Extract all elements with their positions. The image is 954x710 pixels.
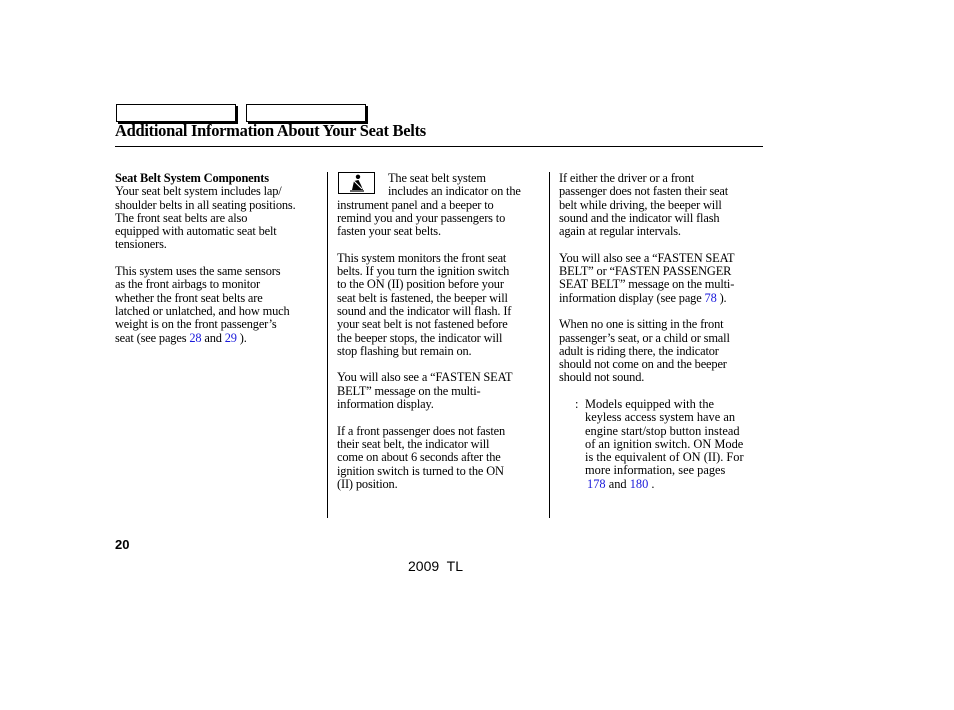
text-line: shoulder belts in all seating positions. xyxy=(115,197,296,212)
text-line: belts. If you turn the ignition switch xyxy=(337,264,510,279)
text-line: The seat belt system xyxy=(388,171,486,185)
title-divider xyxy=(115,146,763,147)
text-line: equipped with automatic seat belt xyxy=(115,224,277,239)
text-line: includes an indicator on the xyxy=(388,184,521,199)
text-line: as the front airbags to monitor xyxy=(115,277,261,292)
text-line: should not sound. xyxy=(559,370,645,385)
text-line: adult is riding there, the indicator xyxy=(559,343,719,358)
text-line: Models equipped with the xyxy=(585,397,715,411)
text-line: latched or unlatched, and how much xyxy=(115,303,290,318)
text-line: Your seat belt system includes lap/ xyxy=(115,184,282,199)
text-line: SEAT BELT” message on the multi- xyxy=(559,277,735,292)
column-3 xyxy=(559,172,763,398)
text-line: belt while driving, the beeper will xyxy=(559,197,722,212)
footnote xyxy=(575,398,744,491)
section-heading: Seat Belt System Components xyxy=(115,171,269,185)
text-line: tensioners. xyxy=(115,237,167,252)
text-line: If a front passenger does not fasten xyxy=(337,423,506,438)
nav-button-1[interactable] xyxy=(116,104,236,122)
page-link-180[interactable]: 180 xyxy=(629,476,649,491)
page-title: Additional Information About Your Seat Belts xyxy=(115,121,426,140)
text-line: their seat belt, the indicator will xyxy=(337,436,490,451)
footnote-marker: : xyxy=(575,397,579,411)
text-line: The front seat belts are also xyxy=(115,210,248,225)
text-line: come on about 6 seconds after the xyxy=(337,450,501,465)
text-line: You will also see a “FASTEN SEAT xyxy=(559,250,735,265)
column-2 xyxy=(337,172,543,504)
text-line: If either the driver or a front xyxy=(559,171,695,185)
page-link-28[interactable]: 28 xyxy=(189,330,202,345)
text-line: This system monitors the front seat xyxy=(337,250,507,265)
text-fragment: . xyxy=(648,476,655,491)
footer-model: 2009 TL xyxy=(408,558,464,574)
text-line: weight is on the front passenger’s xyxy=(115,317,277,332)
page-link-78[interactable]: 78 xyxy=(704,290,717,305)
text-line: remind you and your passengers to xyxy=(337,210,506,225)
text-fragment: ). xyxy=(716,290,727,305)
text-line xyxy=(115,332,323,345)
text-line: BELT” or “FASTEN PASSENGER xyxy=(559,264,732,279)
text-line: fasten your seat belts. xyxy=(337,224,441,239)
text-line: passenger’s seat, or a child or small xyxy=(559,330,730,345)
text-line: of an ignition switch. ON Mode xyxy=(585,436,744,451)
text-line: again at regular intervals. xyxy=(559,224,681,239)
text-line: stop flashing but remain on. xyxy=(337,343,472,358)
text-line xyxy=(559,292,763,305)
text-line: engine start/stop button instead xyxy=(585,423,740,438)
column-divider-2 xyxy=(549,172,550,518)
text-line: to the ON (II) position before your xyxy=(337,277,504,292)
page-link-178[interactable]: 178 xyxy=(587,476,606,491)
page-link-29[interactable]: 29 xyxy=(224,330,237,345)
column-1 xyxy=(115,172,323,358)
text-line: keyless access system have an xyxy=(585,410,736,425)
text-line: When no one is sitting in the front xyxy=(559,317,724,332)
text-line: whether the front seat belts are xyxy=(115,290,263,305)
text-line: more information, see pages xyxy=(585,463,726,478)
text-line: your seat belt is not fastened before xyxy=(337,317,508,332)
text-line: should not come on and the beeper xyxy=(559,357,727,372)
text-line: sound and the indicator will flash xyxy=(559,210,720,225)
page-number: 20 xyxy=(115,537,130,552)
text-fragment: and xyxy=(605,476,630,491)
text-line: This system uses the same sensors xyxy=(115,264,281,279)
nav-button-2[interactable] xyxy=(246,104,366,122)
text-line: the beeper stops, the indicator will xyxy=(337,330,503,345)
text-fragment: seat (see pages xyxy=(115,330,190,345)
text-line: sound and the indicator will flash. If xyxy=(337,303,512,318)
text-fragment: and xyxy=(201,330,225,345)
text-line: instrument panel and a beeper to xyxy=(337,197,494,212)
text-line xyxy=(585,478,744,491)
column-divider-1 xyxy=(327,172,328,518)
text-line: You will also see a “FASTEN SEAT xyxy=(337,370,513,385)
text-fragment: ). xyxy=(236,330,247,345)
text-line: is the equivalent of ON (II). For xyxy=(585,450,744,465)
text-fragment: information display (see page xyxy=(559,290,705,305)
text-line: (II) position. xyxy=(337,476,398,491)
text-line: passenger does not fasten their seat xyxy=(559,184,729,199)
text-line: information display. xyxy=(337,397,434,412)
text-line: BELT” message on the multi- xyxy=(337,383,481,398)
text-line: seat belt is fastened, the beeper will xyxy=(337,290,508,305)
text-line: ignition switch is turned to the ON xyxy=(337,463,504,478)
